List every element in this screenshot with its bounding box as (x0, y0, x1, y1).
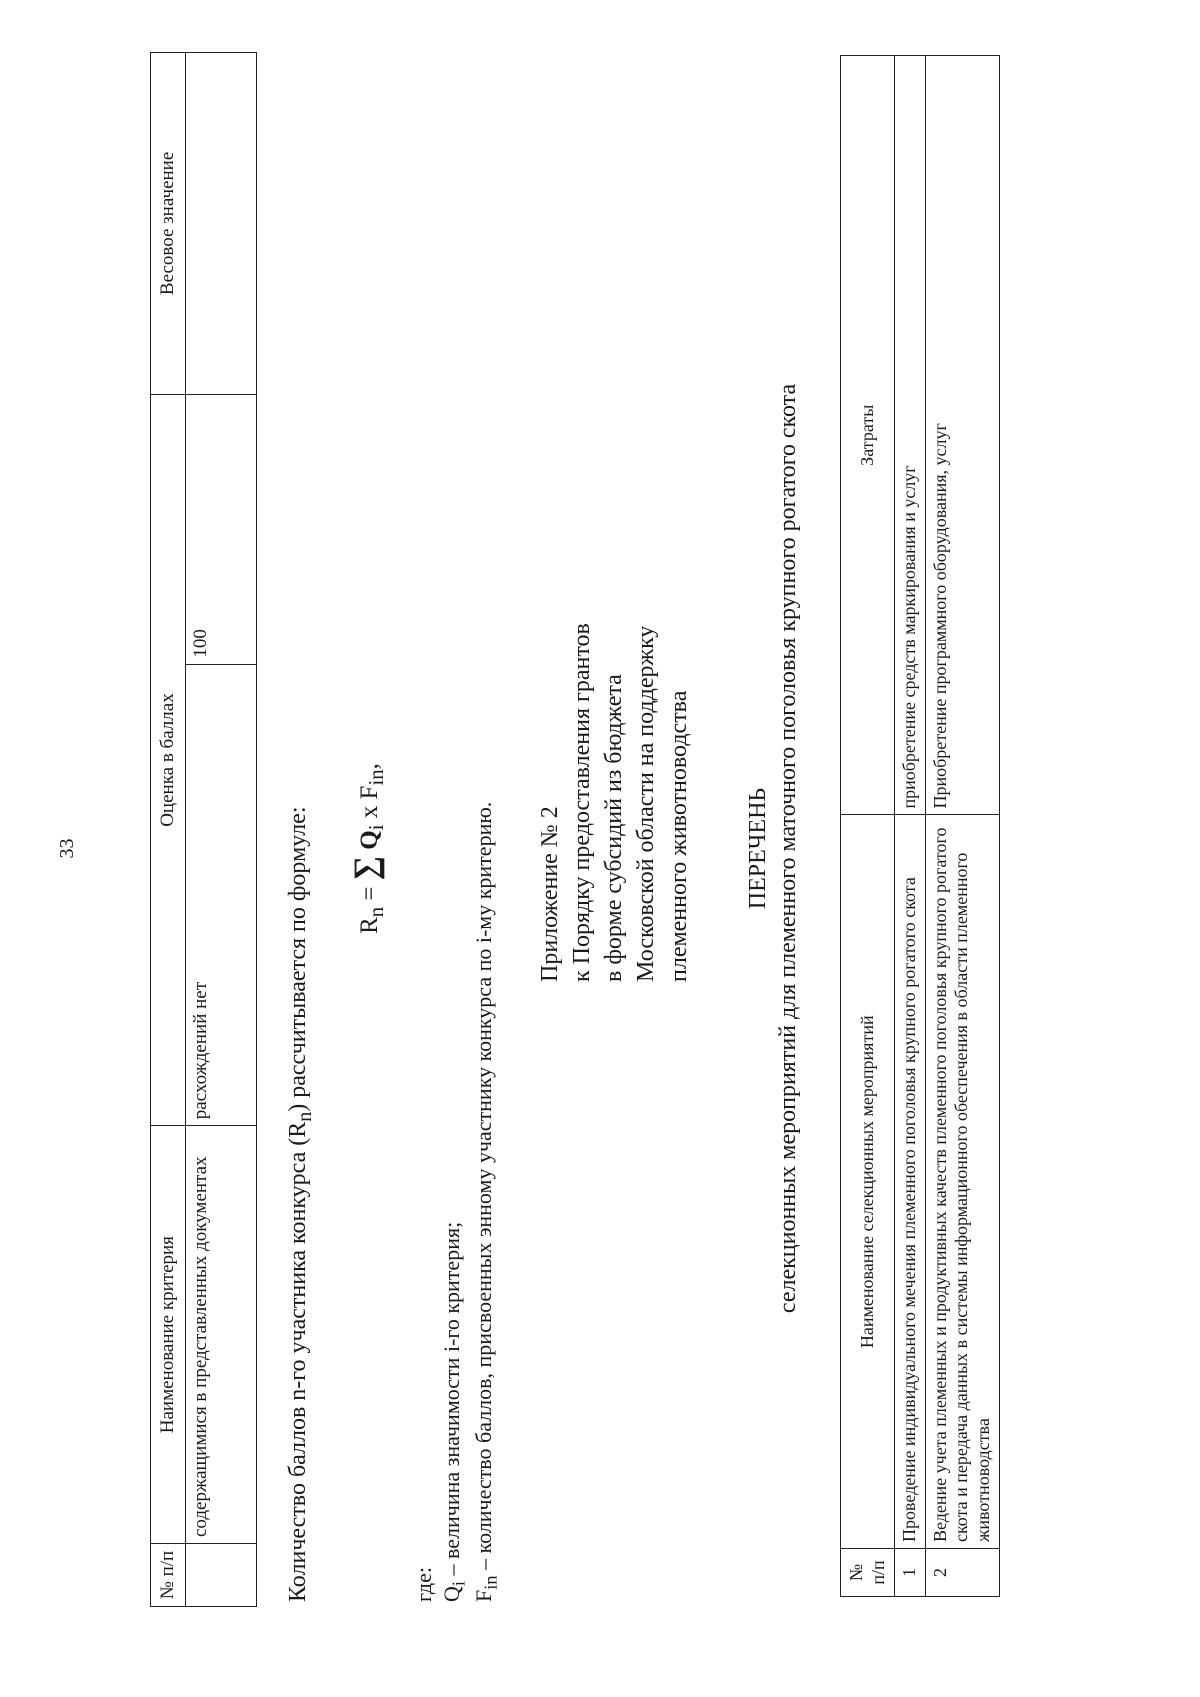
cell-event-name: Ведение учета племенных и продуктивных качеств племенного поголовья крупного рогатого скота и передача данных в системы информационного обеспечения в области племенного животноводства (925, 815, 999, 1549)
list-title: ПЕРЕЧЕНЬ (745, 787, 771, 910)
events-header-row (841, 56, 895, 1597)
page-number: 33 (56, 838, 78, 859)
cell-criterion: содержащимися в представленных документах (186, 1126, 257, 1544)
sigma-symbol: ∑ (348, 855, 385, 881)
where-label: где: (411, 1567, 436, 1602)
formula: $R_n$ = ∑ $Q_i$ x $F_{in}$, (348, 763, 388, 934)
cell-costs: Приобретение программного оборудования, услуг (925, 56, 999, 816)
cell-event-name: Проведение индивидуального мечения племенного поголовья крупного рогатого скота (895, 815, 926, 1549)
header-criterion: Наименование критерия (151, 1126, 186, 1544)
table-row (186, 53, 257, 1607)
events-table (840, 55, 1000, 1597)
formula-intro: Количество баллов n-го участника конкурса $(R_n)$ рассчитывается по формуле: (285, 806, 316, 1602)
cell-number: 1 (895, 1549, 926, 1597)
formula-legend (410, 802, 502, 1602)
table-row (895, 56, 926, 1597)
criteria-header-row (151, 53, 186, 1607)
cell-number (186, 1544, 257, 1607)
list-subtitle: селекционных мероприятий для племенного маточного поголовья крупного рогатого скота (775, 383, 801, 1314)
header-weight: Весовое значение (151, 53, 186, 395)
cell-score: 100 (186, 394, 257, 664)
header-number: № п/п (151, 1544, 186, 1607)
header-assessment: Оценка в баллах (151, 394, 186, 1125)
q-definition: $Q_i$ – величина значимости i-го критерия; (438, 1221, 468, 1602)
cell-assessment: расхождений нет (186, 664, 257, 1126)
cell-number: 2 (925, 1549, 999, 1597)
cell-weight (186, 53, 257, 395)
header-event-name: Наименование селекционных мероприятий (841, 815, 895, 1549)
f-definition: $F_{in}$ – количество баллов, присвоенных энному участнику конкурса по i-му критерию. (470, 801, 501, 1602)
cell-costs: приобретение средств маркирования и услуг (895, 56, 926, 816)
appendix-header: Приложение № 2 к Порядку предоставления грантов в форме субсидий из бюджета Московской области на поддержку племенного животноводства (537, 623, 692, 982)
table-row (925, 56, 999, 1597)
header-costs: Затраты (841, 56, 895, 816)
criteria-table (150, 52, 257, 1607)
header-number: № п/п (841, 1549, 895, 1597)
